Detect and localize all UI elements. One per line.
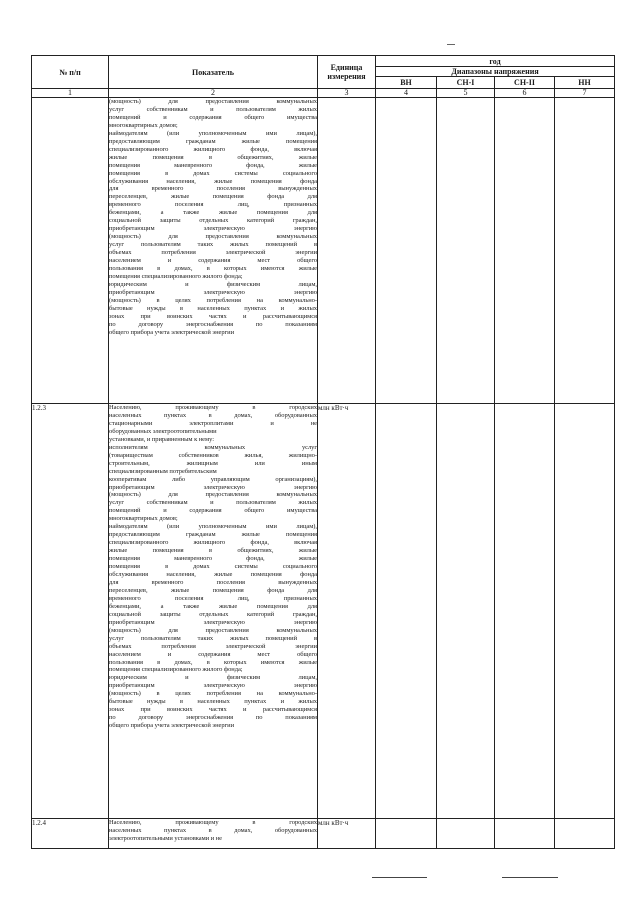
description-line: электроотопительными установками и не [109, 834, 222, 842]
description-line: по договору энергоснабжения по показаниям [109, 320, 317, 328]
description-line: наймодателям (или уполномоченным ими лицам), [109, 523, 317, 531]
description-line: помещения маневренного фонда, жилые [109, 555, 317, 563]
description-line: переселенцев, жилые помещения фонда для [109, 193, 317, 201]
header-year: год [376, 56, 615, 67]
description-line: бытовые нужды в населенных пунктах и жилых [109, 304, 317, 312]
scan-mark [372, 877, 427, 878]
description-line: приобретающим электрическую энергию [109, 618, 317, 626]
row-unit: млн кВт·ч [318, 404, 376, 819]
description-line: оборудованных электроотопительными [109, 427, 217, 435]
description-line: услуг собственникам и пользователям жилых [109, 105, 317, 113]
column-number: 7 [555, 89, 615, 98]
description-line: бытовые нужды в населенных пунктах и жилых [109, 698, 317, 706]
description-line: беженцами, а также жилые помещения для [109, 602, 317, 610]
header-unit-line1: Единица [330, 63, 363, 72]
row-unit: млн кВт·ч [318, 819, 376, 849]
row-number: 1.2.3 [32, 404, 109, 819]
value-cell-nn [555, 404, 615, 819]
scan-mark [502, 877, 558, 878]
description-line: строительным, жилищным или иным [109, 459, 317, 467]
description-line: объемах потребления электрической энергии [109, 642, 317, 650]
scan-mark [447, 44, 455, 45]
description-line: помещения специализированного жилого фонда; [109, 666, 243, 674]
column-number: 5 [437, 89, 495, 98]
description-line: исполнителям коммунальных услуг [109, 443, 317, 451]
description-line: временного поселения лиц, признанных [109, 201, 317, 209]
description-line: приобретающим электрическую энергию [109, 225, 317, 233]
header-ranges: Диапазоны напряжения [376, 67, 615, 77]
description-line: помещения маневренного фонда, жилые [109, 161, 317, 169]
description-line: (мощность) в целях потребления на коммунально- [109, 690, 317, 698]
description-line: стационарными электроплитами и не [109, 419, 317, 427]
description-line: населением и содержания мест общего [109, 257, 317, 265]
description-line: услуг пользователям таких жилых помещений в [109, 634, 317, 642]
description-line: населением и содержания мест общего [109, 650, 317, 658]
description-line: многоквартирных домов; [109, 121, 178, 129]
description-line: специализированного жилищного фонда, включая [109, 145, 317, 153]
description-line: установками, и приравненным к нему: [109, 435, 214, 443]
header-unit [318, 56, 376, 89]
description-line: временного поселения лиц, признанных [109, 594, 317, 602]
description-line: пользования в домах, в которых имеются жилые [109, 265, 317, 273]
value-cell-sn1 [437, 819, 495, 849]
value-cell-vn [376, 98, 437, 404]
column-number: 2 [109, 89, 318, 98]
row-description [109, 404, 318, 819]
description-line: (мощность) для предоставления коммунальных [109, 491, 317, 499]
description-line: юридическим и физическим лицам, [109, 280, 317, 288]
description-line: пользования в домах, в которых имеются жилые [109, 658, 317, 666]
description-line: беженцами, а также жилые помещения для [109, 209, 317, 217]
header-indicator: Показатель [109, 56, 318, 89]
row-number [32, 98, 109, 404]
column-number: 3 [318, 89, 376, 98]
row-description [109, 819, 318, 849]
description-line: предоставляющим гражданам жилые помещения [109, 137, 317, 145]
value-cell-sn2 [495, 819, 555, 849]
column-number: 6 [495, 89, 555, 98]
description-line: общего прибора учета электрической энергии [109, 722, 235, 730]
description-line: (мощность) для предоставления коммунальных [109, 98, 317, 105]
description-line: зонах при воинских частях и рассчитывающимся [109, 706, 317, 714]
description-line: услуг собственникам и пользователям жилых [109, 499, 317, 507]
header-unit-line2: измерения [327, 72, 366, 81]
description-line: помещения специализированного жилого фонда; [109, 272, 243, 280]
description-line: помещений и содержания общего имущества [109, 113, 317, 121]
description-line: юридическим и физическим лицам, [109, 674, 317, 682]
header-range-vn: ВН [376, 77, 437, 89]
description-line: переселенцев, жилые помещения фонда для [109, 586, 317, 594]
description-line: жилые помещения в общежитиях, жилые [109, 153, 317, 161]
value-cell-nn [555, 98, 615, 404]
description-line: общего прибора учета электрической энергии [109, 328, 235, 336]
value-cell-sn1 [437, 404, 495, 819]
value-cell-sn2 [495, 404, 555, 819]
description-line: кооперативам либо управляющим организациям), [109, 475, 317, 483]
header-range-nn: НН [555, 77, 615, 89]
description-line: объемах потребления электрической энергии [109, 249, 317, 257]
description-line: (товариществам собственников жилья, жилищно- [109, 451, 317, 459]
description-line: Населению, проживающему в городских [109, 819, 317, 826]
description-line: специализированным потребительским [109, 467, 217, 475]
value-cell-nn [555, 819, 615, 849]
header-range-sn1: СН-I [437, 77, 495, 89]
description-line: обслуживания населения, жилые помещения фонда [109, 571, 317, 579]
header-num: № п/п [32, 56, 109, 89]
description-line: населенных пунктах в домах, оборудованных [109, 826, 317, 834]
description-line: обслуживания населения, жилые помещения фонда [109, 177, 317, 185]
value-cell-vn [376, 404, 437, 819]
description-line: жилые помещения в общежитиях, жилые [109, 547, 317, 555]
description-line: по договору энергоснабжения по показаниям [109, 714, 317, 722]
description-line: услуг пользователям таких жилых помещений в [109, 241, 317, 249]
table-row [32, 98, 615, 404]
description-line: зонах при воинских частях и рассчитывающимся [109, 312, 317, 320]
description-line: социальной защиты отдельных категорий граждан, [109, 610, 317, 618]
column-number: 1 [32, 89, 109, 98]
value-cell-sn1 [437, 98, 495, 404]
column-number: 4 [376, 89, 437, 98]
row-description [109, 98, 318, 404]
description-line: помещений и содержания общего имущества [109, 507, 317, 515]
column-number-row [32, 89, 615, 98]
value-cell-vn [376, 819, 437, 849]
description-line: многоквартирных домов; [109, 515, 178, 523]
table-row [32, 404, 615, 819]
description-line: (мощность) для предоставления коммунальных [109, 626, 317, 634]
description-line: Населению, проживающему в городских [109, 404, 317, 411]
description-line: населенных пунктах в домах, оборудованных [109, 411, 317, 419]
row-number: 1.2.4 [32, 819, 109, 849]
table-row [32, 819, 615, 849]
description-line: предоставляющим гражданам жилые помещения [109, 531, 317, 539]
description-line: для временного поселения вынужденных [109, 185, 317, 193]
tariff-balance-table [31, 55, 615, 849]
description-line: помещения в домах системы социального [109, 563, 317, 571]
description-line: (мощность) в целях потребления на коммунально- [109, 296, 317, 304]
description-line: помещения в домах системы социального [109, 169, 317, 177]
value-cell-sn2 [495, 98, 555, 404]
description-line: специализированного жилищного фонда, включая [109, 539, 317, 547]
description-line: приобретающим электрическую энергию [109, 288, 317, 296]
description-line: приобретающим электрическую энергию [109, 682, 317, 690]
row-unit [318, 98, 376, 404]
header-range-sn2: СН-II [495, 77, 555, 89]
description-line: приобретающим электрическую энергию [109, 483, 317, 491]
description-line: (мощность) для предоставления коммунальных [109, 233, 317, 241]
description-line: социальной защиты отдельных категорий граждан, [109, 217, 317, 225]
description-line: для временного поселения вынужденных [109, 578, 317, 586]
description-line: наймодателям (или уполномоченным ими лицам), [109, 129, 317, 137]
